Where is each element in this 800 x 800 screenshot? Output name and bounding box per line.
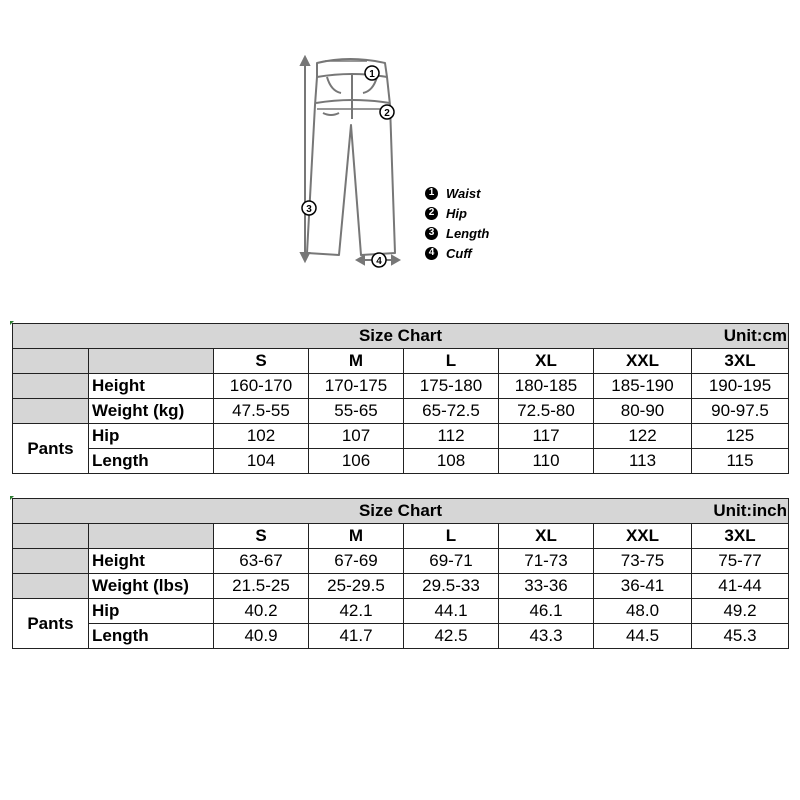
table-cell: 117	[499, 424, 594, 449]
table-cell: 21.5-25	[214, 574, 309, 599]
measurement-legend	[425, 183, 489, 263]
marker-hip: 2	[384, 108, 390, 119]
table-cell: 110	[499, 449, 594, 474]
marker-waist: 1	[369, 69, 375, 80]
table-cell: 112	[404, 424, 499, 449]
size-header: XXL	[594, 349, 692, 374]
table-cell: 44.1	[404, 599, 499, 624]
table-cell: 40.2	[214, 599, 309, 624]
table-row	[13, 424, 789, 449]
table-cell: 72.5-80	[499, 399, 594, 424]
table-title: Size Chart	[358, 501, 443, 520]
table-cell: 43.3	[499, 624, 594, 649]
row-label: Hip	[89, 599, 214, 624]
table-cell: 42.5	[404, 624, 499, 649]
table-title-cell	[13, 324, 789, 349]
table-cell: 49.2	[692, 599, 789, 624]
table-cell: 160-170	[214, 374, 309, 399]
table-cell: 47.5-55	[214, 399, 309, 424]
row-label: Hip	[89, 424, 214, 449]
pants-diagram	[295, 55, 415, 275]
table-title: Size Chart	[358, 326, 443, 345]
table-cell: 75-77	[692, 549, 789, 574]
empty-group-cell	[13, 399, 89, 424]
row-label: Length	[89, 449, 214, 474]
empty-group-cell	[13, 374, 89, 399]
table-cell: 67-69	[309, 549, 404, 574]
size-header: 3XL	[692, 349, 789, 374]
table-cell: 25-29.5	[309, 574, 404, 599]
unit-label: Unit:cm	[723, 326, 788, 345]
table-row	[13, 599, 789, 624]
table-cell: 104	[214, 449, 309, 474]
group-label: Pants	[13, 424, 89, 474]
size-header: 3XL	[692, 524, 789, 549]
table-cell: 71-73	[499, 549, 594, 574]
table-cell: 41-44	[692, 574, 789, 599]
legend-item-length	[425, 223, 489, 243]
size-header: S	[214, 524, 309, 549]
pants-outline-icon	[295, 55, 415, 275]
table-cell: 185-190	[594, 374, 692, 399]
marker-length: 3	[306, 204, 312, 215]
table-row	[13, 549, 789, 574]
table-header-row	[13, 524, 789, 549]
table-cell: 175-180	[404, 374, 499, 399]
table-title-row	[13, 499, 789, 524]
size-chart-cm-table	[12, 323, 789, 474]
table-row	[13, 624, 789, 649]
table-cell: 73-75	[594, 549, 692, 574]
row-label: Height	[89, 374, 214, 399]
table-cell: 115	[692, 449, 789, 474]
table-title-row	[13, 324, 789, 349]
table-row	[13, 574, 789, 599]
table-cell: 44.5	[594, 624, 692, 649]
table-cell: 45.3	[692, 624, 789, 649]
legend-label: Waist	[446, 185, 481, 201]
table-cell: 190-195	[692, 374, 789, 399]
table-cell: 90-97.5	[692, 399, 789, 424]
legend-label: Length	[446, 225, 490, 241]
number-two-icon: 2	[425, 207, 438, 220]
table-cell: 106	[309, 449, 404, 474]
table-cell: 29.5-33	[404, 574, 499, 599]
table-cell: 42.1	[309, 599, 404, 624]
table-cell: 125	[692, 424, 789, 449]
table-cell: 80-90	[594, 399, 692, 424]
table-row	[13, 374, 789, 399]
table-cell: 48.0	[594, 599, 692, 624]
group-label: Pants	[13, 599, 89, 649]
empty-group-cell	[13, 549, 89, 574]
table-cell: 108	[404, 449, 499, 474]
table-cell: 41.7	[309, 624, 404, 649]
empty-corner-cell	[13, 349, 89, 374]
row-label: Weight (lbs)	[89, 574, 214, 599]
table-cell: 65-72.5	[404, 399, 499, 424]
table-header-row	[13, 349, 789, 374]
size-header: XXL	[594, 524, 692, 549]
empty-corner-cell	[13, 524, 89, 549]
size-header: M	[309, 349, 404, 374]
size-header: L	[404, 524, 499, 549]
empty-group-cell	[13, 574, 89, 599]
table-row	[13, 449, 789, 474]
table-cell: 40.9	[214, 624, 309, 649]
table-cell: 122	[594, 424, 692, 449]
legend-item-cuff	[425, 243, 489, 263]
table-cell: 69-71	[404, 549, 499, 574]
table-cell: 36-41	[594, 574, 692, 599]
row-label: Length	[89, 624, 214, 649]
row-label: Weight (kg)	[89, 399, 214, 424]
size-header: XL	[499, 349, 594, 374]
empty-corner-cell	[89, 349, 214, 374]
table-title-cell	[13, 499, 789, 524]
legend-label: Hip	[446, 205, 467, 221]
empty-corner-cell	[89, 524, 214, 549]
table-cell: 46.1	[499, 599, 594, 624]
table-cell: 33-36	[499, 574, 594, 599]
legend-label: Cuff	[446, 245, 472, 261]
legend-item-hip	[425, 203, 489, 223]
legend-item-waist	[425, 183, 489, 203]
table-row	[13, 399, 789, 424]
table-cell: 55-65	[309, 399, 404, 424]
size-header: S	[214, 349, 309, 374]
table-cell: 180-185	[499, 374, 594, 399]
table-cell: 107	[309, 424, 404, 449]
table-cell: 113	[594, 449, 692, 474]
size-header: L	[404, 349, 499, 374]
table-cell: 102	[214, 424, 309, 449]
number-one-icon: 1	[425, 187, 438, 200]
number-three-icon: 3	[425, 227, 438, 240]
table-cell: 170-175	[309, 374, 404, 399]
number-four-icon: 4	[425, 247, 438, 260]
marker-cuff: 4	[376, 256, 382, 267]
size-header: M	[309, 524, 404, 549]
row-label: Height	[89, 549, 214, 574]
size-header: XL	[499, 524, 594, 549]
table-cell: 63-67	[214, 549, 309, 574]
unit-label: Unit:inch	[713, 501, 788, 520]
size-chart-inch-table	[12, 498, 789, 649]
